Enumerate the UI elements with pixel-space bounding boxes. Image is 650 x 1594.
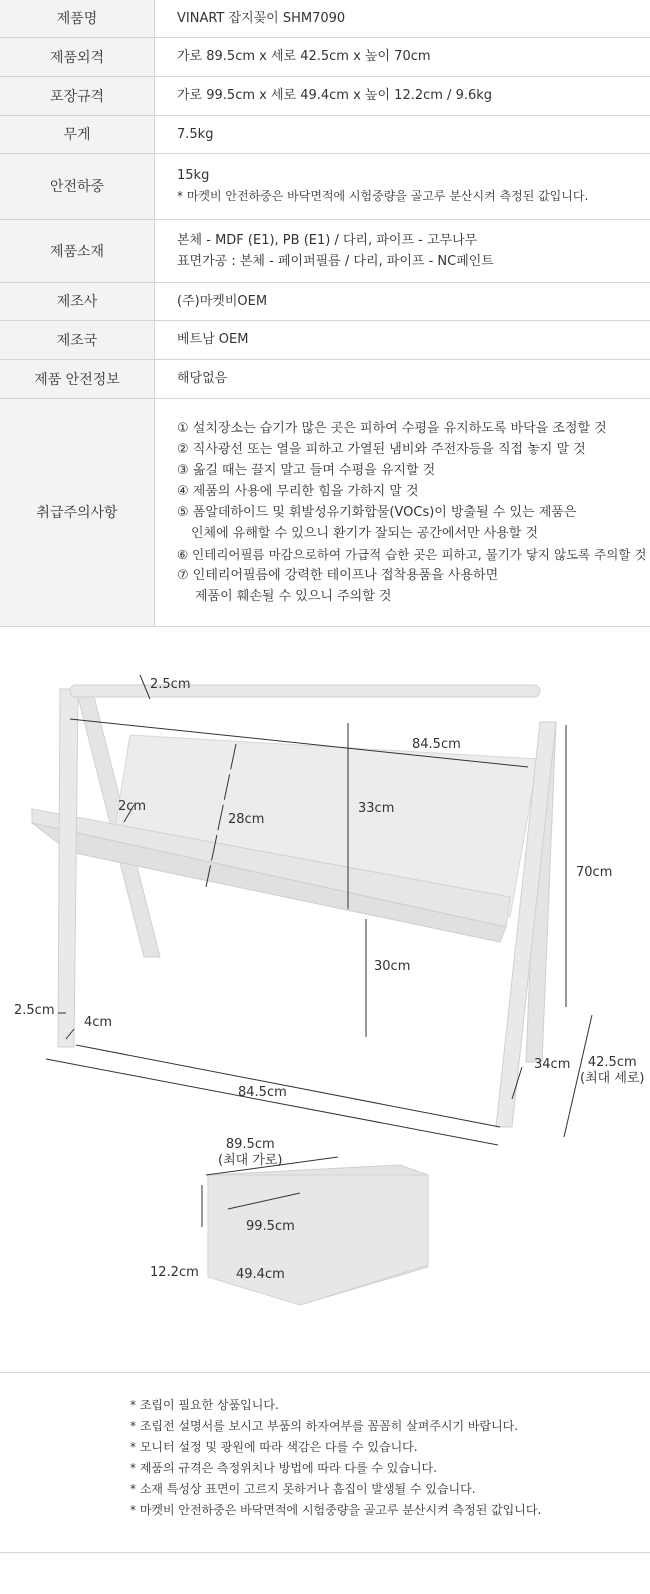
note-item: * 소재 특성상 표면이 고르지 못하거나 흠집이 발생될 수 있습니다. <box>130 1482 476 1496</box>
spec-value-note: * 마켓비 안전하중은 바닥면적에 시험중량을 골고루 분산시켜 측정된 값입니다. <box>177 189 589 203</box>
dim-max-width-value: 89.5cm <box>225 1137 275 1152</box>
note-item: * 모니터 설정 및 광원에 따라 색감은 다를 수 있습니다. <box>130 1440 418 1454</box>
note-item: * 제품의 규격은 측정위치나 방법에 따라 다를 수 있습니다. <box>130 1461 437 1475</box>
spec-row-country <box>0 320 650 359</box>
spec-label: 제조국 <box>0 320 155 359</box>
dim-height-label: 70cm <box>576 865 613 880</box>
spec-value <box>155 359 650 398</box>
note-item: * 마켓비 안전하중은 바닥면적에 시험중량을 골고루 분산시켜 측정된 값입니다. <box>130 1503 542 1517</box>
dim-line-bottom <box>76 1045 500 1127</box>
spec-value-line: (주)마켓비OEM <box>177 293 268 309</box>
dim-max-width-note: (최대 가로) <box>218 1153 283 1168</box>
dim-leg-width-label: 4cm <box>84 1015 113 1030</box>
spec-value-line: 베트남 OEM <box>177 332 249 347</box>
caution-item: 제품이 훼손될 수 있으니 주의할 것 <box>195 588 392 604</box>
rack-top-pipe <box>70 685 540 697</box>
magazine-rack-illustration <box>0 627 650 1372</box>
spec-label: 제품명 <box>0 0 155 37</box>
spec-row-size <box>0 37 650 76</box>
package-box-body <box>208 1175 428 1305</box>
spec-row-caution <box>0 398 650 626</box>
spec-value <box>155 282 650 320</box>
spec-value-line: VINART 잡지꽂이 SHM7090 <box>177 10 346 26</box>
notes-divider <box>0 1372 650 1373</box>
dim-board-label: 2cm <box>118 799 147 814</box>
spec-label: 무게 <box>0 115 155 153</box>
spec-value-line: 7.5kg <box>177 126 214 142</box>
spec-label: 제조사 <box>0 282 155 320</box>
spec-value <box>155 37 650 76</box>
spec-row-safety <box>0 359 650 398</box>
caution-item: ⑤ 폼알데하이드 및 휘발성유기화합물(VOCs)이 방출될 수 있는 제품은 <box>177 504 577 520</box>
spec-row-maker <box>0 282 650 320</box>
spec-value-line: 본체 - MDF (E1), PB (E1) / 다리, 파이프 - 고무나무 <box>177 232 478 248</box>
caution-item: ③ 옮길 때는 끌지 말고 들며 수평을 유지할 것 <box>177 462 436 478</box>
spec-value <box>155 76 650 115</box>
spec-value-line: 가로 99.5cm x 세로 49.4cm x 높이 12.2cm / 9.6kg <box>177 88 493 103</box>
spec-label: 포장규격 <box>0 76 155 115</box>
box-width-label: 99.5cm <box>246 1219 295 1234</box>
dim-max-width-label <box>218 1137 283 1169</box>
spec-value-line: 가로 89.5cm x 세로 42.5cm x 높이 70cm <box>177 49 431 64</box>
dim-bottom-label: 84.5cm <box>238 1085 287 1100</box>
dim-pocket-label: 28cm <box>228 812 265 827</box>
spec-row-load <box>0 153 650 219</box>
dimension-diagram <box>0 627 650 1372</box>
spec-value <box>155 320 650 359</box>
box-depth-label: 49.4cm <box>236 1267 285 1282</box>
dim-inner-width-label: 84.5cm <box>412 737 461 752</box>
dim-base-depth-label: 34cm <box>534 1057 571 1072</box>
dim-back-label: 33cm <box>358 801 395 816</box>
spec-row-package <box>0 76 650 115</box>
dim-max-depth-note: (최대 세로) <box>580 1071 645 1086</box>
spec-value-line: 15kg <box>177 168 210 183</box>
notes-bottom-divider <box>0 1552 650 1553</box>
note-item: * 조립이 필요한 상품입니다. <box>130 1398 279 1412</box>
spec-label: 안전하중 <box>0 153 155 219</box>
spec-row-name <box>0 0 650 37</box>
spec-row-weight <box>0 115 650 153</box>
spec-row-material <box>0 219 650 282</box>
spec-label: 제품 안전정보 <box>0 359 155 398</box>
spec-value <box>155 115 650 153</box>
caution-item: ① 설치장소는 습기가 많은 곳은 피하여 수평을 유지하도록 바닥을 조정할 것 <box>177 420 607 436</box>
dim-max-depth-value: 42.5cm <box>587 1055 637 1070</box>
spec-value <box>155 153 650 219</box>
dim-leg-label: 2.5cm <box>14 1003 55 1018</box>
spec-value <box>155 0 650 37</box>
spec-value <box>155 219 650 282</box>
spec-label: 제품외격 <box>0 37 155 76</box>
caution-item: ② 직사광선 또는 열을 피하고 가열된 냄비와 주전자등을 직접 놓지 말 것 <box>177 441 586 457</box>
caution-item: ⑦ 인테리어필름에 강력한 테이프나 접착용품을 사용하면 <box>177 567 499 583</box>
rack-leg <box>58 689 78 1047</box>
dim-max-depth-label <box>580 1055 645 1087</box>
notes-list <box>130 1395 541 1521</box>
caution-item: ④ 제품의 사용에 무리한 힘을 가하지 말 것 <box>177 483 419 499</box>
caution-item: ⑥ 인테리어필름 마감으로하여 가급적 습한 곳은 피하고, 물기가 닿지 않도록 주의할 것 <box>177 546 647 562</box>
dim-clearance-label: 30cm <box>374 959 411 974</box>
spec-table <box>0 0 650 627</box>
dim-pipe-label: 2.5cm <box>150 677 191 692</box>
dim-line-max-width <box>46 1059 498 1145</box>
spec-label: 제품소재 <box>0 219 155 282</box>
note-item: * 조립전 설명서를 보시고 부품의 하자여부를 꼼꼼히 살펴주시기 바랍니다. <box>130 1419 519 1433</box>
caution-item: 인체에 유해할 수 있으니 환기가 잘되는 공간에서만 사용할 것 <box>191 525 539 541</box>
spec-value <box>155 398 650 626</box>
spec-label: 취급주의사항 <box>0 398 155 626</box>
box-height-label: 12.2cm <box>150 1265 199 1280</box>
spec-value-line: 해당없음 <box>177 371 228 386</box>
spec-value-line: 표면가공 : 본체 - 페이퍼필름 / 다리, 파이프 - NC페인트 <box>177 253 494 269</box>
